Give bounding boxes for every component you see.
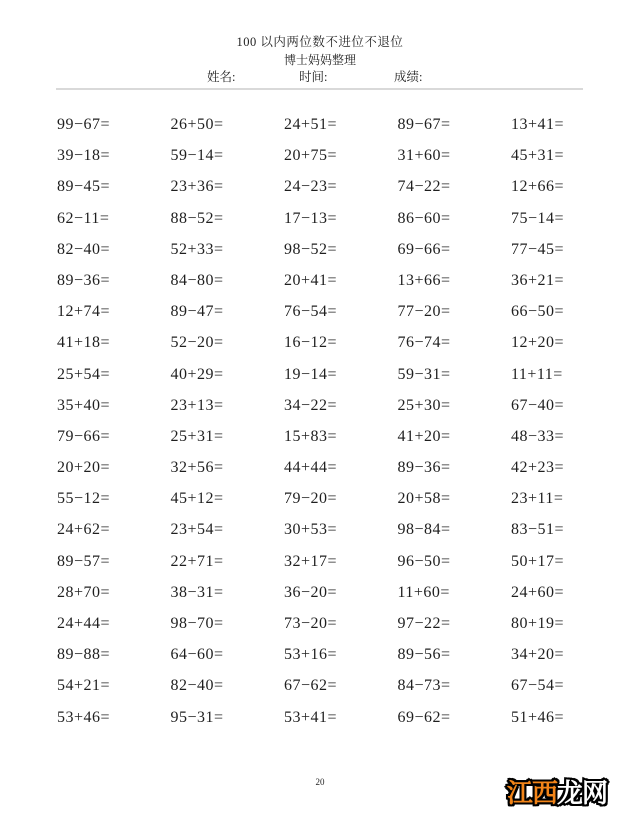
problem-cell: 80+19= xyxy=(510,615,564,632)
problem-cell: 82−40= xyxy=(170,677,224,695)
problem-cell: 98−52= xyxy=(283,240,338,258)
problem-cell: 99−67= xyxy=(57,116,111,133)
problem-cell: 76−74= xyxy=(397,334,451,352)
problem-cell: 34+20= xyxy=(510,646,564,664)
problem-cell: 15+83= xyxy=(283,427,338,445)
problem-cell: 89−47= xyxy=(170,303,224,321)
problem-cell: 19−14= xyxy=(283,365,338,383)
problem-cell: 79−20= xyxy=(283,490,338,508)
name-field-label: 姓名: xyxy=(207,70,236,84)
problem-cell: 48−33= xyxy=(510,427,564,445)
problem-cell: 44+44= xyxy=(283,459,338,477)
problem-cell: 98−84= xyxy=(397,521,451,539)
problem-cell: 23+11= xyxy=(510,490,564,508)
problem-cell: 51+46= xyxy=(510,708,564,726)
watermark-char: 江 xyxy=(507,779,533,809)
problem-cell: 59−14= xyxy=(170,147,224,165)
problem-cell: 73−20= xyxy=(283,615,338,632)
problem-cell: 53+41= xyxy=(283,708,338,726)
problem-cell: 66−50= xyxy=(510,303,564,321)
problem-cell: 89−36= xyxy=(57,271,111,289)
score-field-label: 成绩: xyxy=(394,70,423,84)
problem-cell: 84−80= xyxy=(170,271,224,289)
problem-cell: 98−70= xyxy=(170,615,224,632)
problem-cell: 16−12= xyxy=(283,334,338,352)
problem-cell: 35+40= xyxy=(57,396,111,414)
problem-cell: 54+21= xyxy=(57,677,111,695)
header-divider xyxy=(56,88,583,90)
worksheet-title: 100 以内两位数不进位不退位 xyxy=(236,35,404,49)
problem-cell: 24+44= xyxy=(57,615,111,632)
problem-cell: 83−51= xyxy=(510,521,564,539)
problem-cell: 45+12= xyxy=(170,490,224,508)
problem-cell: 34−22= xyxy=(283,396,338,414)
problem-cell: 17−13= xyxy=(283,209,338,227)
problem-cell: 69−66= xyxy=(397,240,451,258)
problem-cell: 32+17= xyxy=(283,552,338,570)
problem-cell: 45+31= xyxy=(510,147,564,165)
problem-cell: 30+53= xyxy=(283,521,338,539)
problem-cell: 50+17= xyxy=(510,552,564,570)
problem-cell: 82−40= xyxy=(57,240,111,258)
problems-grid xyxy=(57,109,564,733)
problem-cell: 24+62= xyxy=(57,521,111,539)
problem-cell: 26+50= xyxy=(170,116,224,133)
problem-cell: 42+23= xyxy=(510,459,564,477)
problem-cell: 62−11= xyxy=(57,209,110,227)
problem-cell: 89−88= xyxy=(57,646,111,664)
problem-cell: 25+31= xyxy=(170,427,224,445)
problem-cell: 23+13= xyxy=(170,396,224,414)
problem-cell: 12+66= xyxy=(510,178,564,196)
problem-cell: 89−57= xyxy=(57,552,111,570)
problem-cell: 13+41= xyxy=(510,116,564,133)
problem-cell: 24+51= xyxy=(283,116,338,133)
problem-cell: 20+41= xyxy=(283,271,338,289)
problem-cell: 31+60= xyxy=(397,147,451,165)
problem-cell: 67−62= xyxy=(283,677,338,695)
problem-cell: 69−62= xyxy=(397,708,451,726)
problem-cell: 77−20= xyxy=(397,303,451,321)
problem-cell: 67−40= xyxy=(510,396,564,414)
watermark-char: 网 xyxy=(582,779,608,809)
problem-cell: 84−73= xyxy=(397,677,451,695)
problem-cell: 11+11= xyxy=(510,365,563,383)
problem-cell: 89−67= xyxy=(397,116,451,133)
problem-cell: 76−54= xyxy=(283,303,338,321)
problem-cell: 36−20= xyxy=(283,583,338,601)
problem-cell: 22+71= xyxy=(170,552,224,570)
problem-cell: 23+54= xyxy=(170,521,224,539)
problem-cell: 53+16= xyxy=(283,646,338,664)
problem-cell: 20+75= xyxy=(283,147,338,165)
problem-cell: 39−18= xyxy=(57,147,111,165)
problem-cell: 36+21= xyxy=(510,271,564,289)
problem-cell: 55−12= xyxy=(57,490,111,508)
problem-cell: 11+60= xyxy=(397,583,450,601)
problem-cell: 52+33= xyxy=(170,240,224,258)
problem-cell: 89−36= xyxy=(397,459,451,477)
problem-cell: 20+58= xyxy=(397,490,451,508)
problem-cell: 89−56= xyxy=(397,646,451,664)
problem-cell: 13+66= xyxy=(397,271,451,289)
watermark-char: 西 xyxy=(532,779,558,809)
problem-cell: 59−31= xyxy=(397,365,451,383)
problem-cell: 24+60= xyxy=(510,583,564,601)
time-field-label: 时间: xyxy=(299,70,328,84)
problem-cell: 28+70= xyxy=(57,583,111,601)
problem-cell: 75−14= xyxy=(510,209,564,227)
problem-cell: 74−22= xyxy=(397,178,451,196)
problem-cell: 86−60= xyxy=(397,209,451,227)
problem-cell: 96−50= xyxy=(397,552,451,570)
watermark-logo xyxy=(507,779,607,809)
watermark-char: 龙 xyxy=(557,779,583,809)
problem-cell: 77−45= xyxy=(510,240,564,258)
worksheet-subtitle: 博士妈妈整理 xyxy=(283,53,356,67)
problem-cell: 20+20= xyxy=(57,459,111,477)
problem-cell: 25+54= xyxy=(57,365,111,383)
problem-cell: 12+74= xyxy=(57,303,111,321)
problem-cell: 95−31= xyxy=(170,708,224,726)
problem-cell: 97−22= xyxy=(397,615,451,632)
problem-cell: 41+18= xyxy=(57,334,111,352)
problem-cell: 88−52= xyxy=(170,209,224,227)
problem-cell: 24−23= xyxy=(283,178,338,196)
problem-cell: 89−45= xyxy=(57,178,111,196)
problem-cell: 12+20= xyxy=(510,334,564,352)
problem-cell: 64−60= xyxy=(170,646,224,664)
problem-cell: 52−20= xyxy=(170,334,224,352)
problem-cell: 67−54= xyxy=(510,677,564,695)
problem-cell: 79−66= xyxy=(57,427,111,445)
problem-cell: 40+29= xyxy=(170,365,224,383)
problem-cell: 38−31= xyxy=(170,583,224,601)
problem-cell: 41+20= xyxy=(397,427,451,445)
page-number: 20 xyxy=(315,777,325,787)
problem-cell: 32+56= xyxy=(170,459,224,477)
problem-cell: 23+36= xyxy=(170,178,224,196)
problem-cell: 53+46= xyxy=(57,708,111,726)
problem-cell: 25+30= xyxy=(397,396,451,414)
